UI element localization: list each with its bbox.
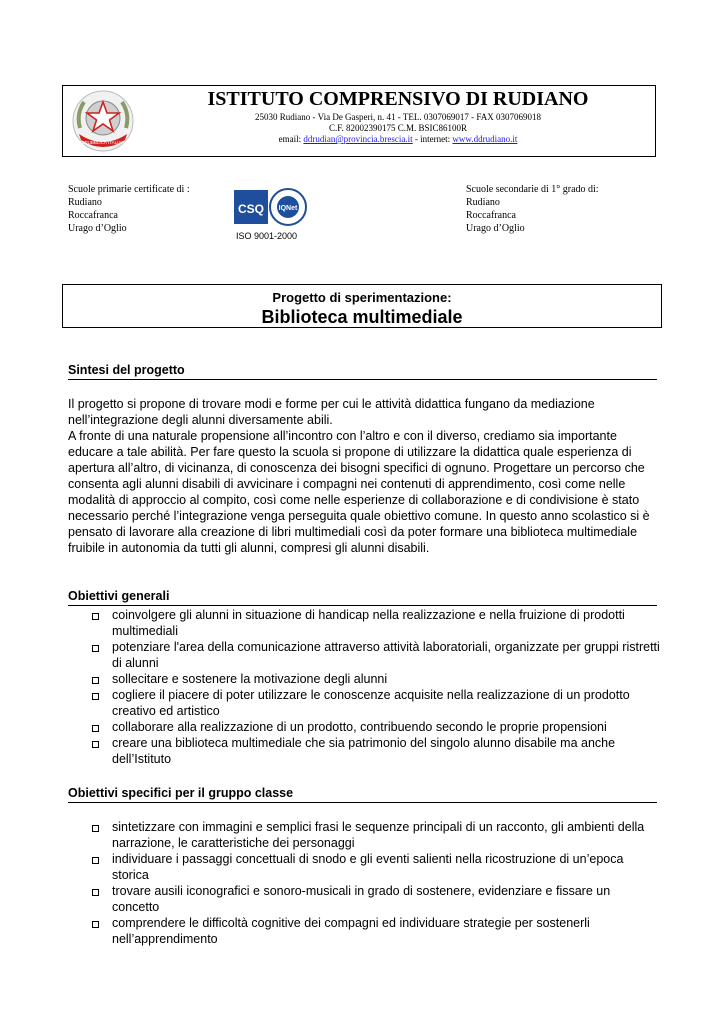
list-item: collaborare alla realizzazione di un prodotto, contribuendo secondo le proprie propensioni	[90, 719, 660, 735]
contact-line	[140, 134, 656, 145]
website-link[interactable]: www.ddrudiano.it	[452, 134, 518, 144]
iso-certification-label: ISO 9001-2000	[236, 231, 298, 241]
email-link[interactable]: ddrudian@provincia.brescia.it	[303, 134, 413, 144]
section-heading-obiettivi-generali: Obiettivi generali	[68, 588, 657, 606]
list-item: cogliere il piacere di poter utilizzare le conoscenze acquisite nella realizzazione di un prodotto creativo ed artistico	[90, 687, 660, 719]
italian-republic-emblem-icon	[70, 88, 136, 154]
paragraph: A fronte di una naturale propensione all’incontro con l’altro e con il diverso, crediamo sia importante educare a tale abilità. Per fare questo la scuola si propone di utilizzare la didattica quale esperienza di apertura all’altro, di vicinanza, di conoscenza dei bisogni specifici di ognuno. Progettare un percorso che consenta agli alunni disabili di avvicinare i compagni nei contenuti di apprendimento, così come nelle modalità di approccio al compito, così come nelle esperienze di collaborazione e di condivisione è stato necessario perché l’integrazione venga perseguita quale obiettivo comune. In questo anno scolastico si è pensato di lavorare alla creazione di libri multimediali così da poter formare una biblioteca multimediale fruibile in autonomia da tutti gli alunni, compresi gli alunni disabili.	[68, 429, 650, 555]
school-name: ISTITUTO COMPRENSIVO DI RUDIANO	[207, 88, 589, 110]
list-item: individuare i passaggi concettuali di snodo e gli eventi salienti nella ricostruzione di un’epoca storica	[90, 851, 660, 883]
obiettivi-generali-list	[90, 607, 660, 767]
primary-school-item: Urago d’Oglio	[68, 223, 127, 234]
svg-text:IQNet: IQNet	[278, 205, 298, 212]
list-item: sintetizzare con immagini e semplici frasi le sequenze principali di un racconto, gli ambienti della narrazione, le caratteristiche dei personaggi	[90, 819, 660, 851]
school-codes: C.F. 82002390175 C.M. BSIC86100R	[328, 123, 468, 133]
obiettivi-specifici-list	[90, 819, 660, 947]
primary-schools-list	[68, 183, 190, 235]
svg-text:CSQ: CSQ	[237, 202, 265, 216]
section-heading-sintesi: Sintesi del progetto	[68, 362, 657, 380]
secondary-schools-list	[466, 183, 599, 235]
list-item: potenziare l'area della comunicazione attraverso attività laboratoriali, organizzate per gruppi ristretti di alunni	[90, 639, 660, 671]
project-subtitle: Progetto di sperimentazione:	[272, 290, 452, 305]
paragraph: Il progetto si propone di trovare modi e forme per cui le attività didattica fungano da mediazione nell’integrazione degli alunni diversamente abili.	[68, 397, 595, 427]
list-item: sollecitare e sostenere la motivazione degli alunni	[90, 671, 660, 687]
csq-iqnet-certification-logo	[234, 186, 308, 228]
project-title-box	[62, 284, 662, 328]
secondary-schools-heading: Scuole secondarie di 1° grado di:	[466, 184, 599, 195]
svg-text:REPUBBLICA ITALIANA: REPUBBLICA ITALIANA	[78, 140, 128, 145]
sintesi-text	[68, 396, 658, 556]
primary-school-item: Roccafranca	[68, 210, 118, 221]
secondary-school-item: Roccafranca	[466, 210, 516, 221]
secondary-school-item: Urago d’Oglio	[466, 223, 525, 234]
list-item: coinvolgere gli alunni in situazione di handicap nella realizzazione e nella fruizione di prodotti multimediali	[90, 607, 660, 639]
project-title: Biblioteca multimediale	[261, 307, 463, 327]
email-label: email:	[278, 134, 302, 144]
list-item: comprendere le difficoltà cognitive dei compagni ed individuare strategie per sostenerli nell’apprendimento	[90, 915, 660, 947]
school-address: 25030 Rudiano - Via De Gasperi, n. 41 - TEL. 0307069017 - FAX 0307069018	[255, 112, 541, 122]
secondary-school-item: Rudiano	[466, 197, 500, 208]
list-item: trovare ausili iconografici e sonoro-musicali in grado di sostenere, evidenziare e fissare un concetto	[90, 883, 660, 915]
list-item: creare una biblioteca multimediale che sia patrimonio del singolo alunno disabile ma anche dell’Istituto	[90, 735, 660, 767]
section-heading-obiettivi-specifici: Obiettivi specifici per il gruppo classe	[68, 785, 657, 803]
internet-label: - internet:	[412, 134, 451, 144]
primary-school-item: Rudiano	[68, 197, 102, 208]
primary-schools-heading: Scuole primarie certificate di :	[68, 184, 190, 195]
